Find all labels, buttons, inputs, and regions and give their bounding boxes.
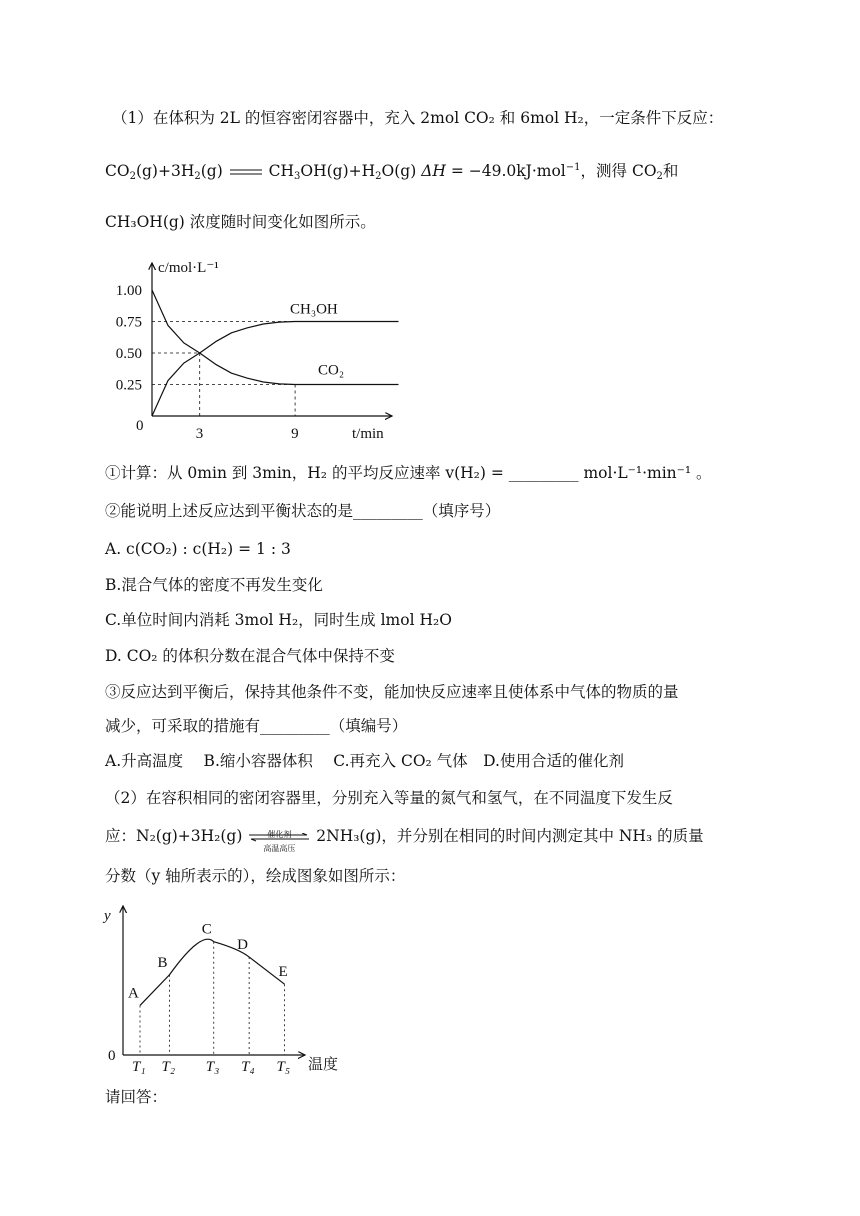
x-tick-label: T₃	[205, 1059, 220, 1075]
point-label-b: B	[157, 954, 168, 971]
x-tick-label: 3	[195, 426, 204, 442]
point-label-a: A	[128, 985, 139, 1002]
x-axis-label: 温度	[308, 1057, 339, 1073]
x-axis-label: t/min	[352, 426, 384, 442]
option-2B: B.混合气体的密度不再发生变化	[105, 576, 323, 594]
option-2A: A. c(CO₂) : c(H₂) = 1 : 3	[105, 540, 291, 558]
question-3-line2: 减少，可采取的措施有_________（填编号）	[105, 717, 408, 735]
series-label-co2: CO₂	[318, 362, 345, 379]
x-tick-label: T₅	[276, 1059, 291, 1075]
y-tick-label: 1.00	[115, 283, 142, 299]
origin-label: 0	[108, 1048, 116, 1064]
point-label-c: C	[201, 921, 212, 938]
x-tick-label: T₁	[132, 1059, 146, 1075]
point-label-e: E	[278, 964, 288, 981]
question-3-line1: ③反应达到平衡后，保持其他条件不变，能加快反应速率且使体系中气体的物质的量	[105, 683, 679, 701]
x-tick-label: T₂	[161, 1059, 176, 1075]
y-axis-label: y	[104, 908, 111, 924]
question-1: ①计算：从 0min 到 3min，H₂ 的平均反应速率 v(H₂) = _________ mol·L⁻¹·min⁻¹ 。	[105, 464, 712, 482]
option-2C: C.单位时间内消耗 3mol H₂，同时生成 lmol H₂O	[105, 611, 452, 629]
nh3-temperature-chart	[100, 900, 360, 1075]
part2-line1: （2）在容积相同的密闭容器里，分别充入等量的氮气和氢气，在不同温度下发生反	[105, 789, 673, 807]
part2-line3: 分数（y 轴所表示的），绘成图象如图所示：	[105, 867, 406, 885]
part2-reaction: 应：N₂(g)+3H₂(g) 催化剂 高温高压 2NH₃(g)，并分别在相同的时间内测定其中 NH₃ 的质量	[105, 827, 704, 853]
equals-arrow-icon	[228, 162, 264, 182]
concentration-chart	[100, 255, 410, 445]
y-axis-label: c/mol·L⁻¹	[158, 260, 219, 276]
nh3-curve	[140, 939, 285, 1005]
series-line-co2	[152, 290, 399, 385]
origin-label: 0	[136, 418, 144, 434]
please-answer: 请回答：	[105, 1088, 168, 1106]
point-label-d: D	[237, 937, 248, 954]
question-2: ②能说明上述反应达到平衡状态的是_________（填序号）	[105, 502, 501, 520]
y-tick-label: 0.50	[115, 346, 142, 362]
series-line-ch3oh	[152, 322, 399, 417]
option-2D: D. CO₂ 的体积分数在混合气体中保持不变	[105, 647, 395, 665]
reaction-equation: $CO_2(g)+3H_2(g)$ $CH_3OH(g)+H_2O(g) \Delta H = -49.0kJ\cdot mol^{-1}$，测得 $CO_2$和	[105, 162, 679, 182]
reversible-arrow-icon: 催化剂 高温高压	[247, 827, 311, 847]
series-label-ch3oh: CH₃OH	[290, 301, 338, 318]
question-3-options: A.升高温度 B.缩小容器体积 C.再充入 CO₂ 气体 D.使用合适的催化剂	[105, 752, 624, 770]
concentration-intro: CH₃OH(g) 浓度随时间变化如图所示。	[105, 213, 376, 231]
y-tick-label: 0.75	[115, 314, 142, 331]
x-tick-label: 9	[291, 426, 299, 442]
part1-intro: （1）在体积为 2L 的恒容密闭容器中，充入 2mol CO₂ 和 6mol H₂，一定条件下反应：	[112, 109, 724, 127]
x-tick-label: T₄	[241, 1059, 255, 1075]
y-tick-label: 0.25	[115, 377, 142, 394]
